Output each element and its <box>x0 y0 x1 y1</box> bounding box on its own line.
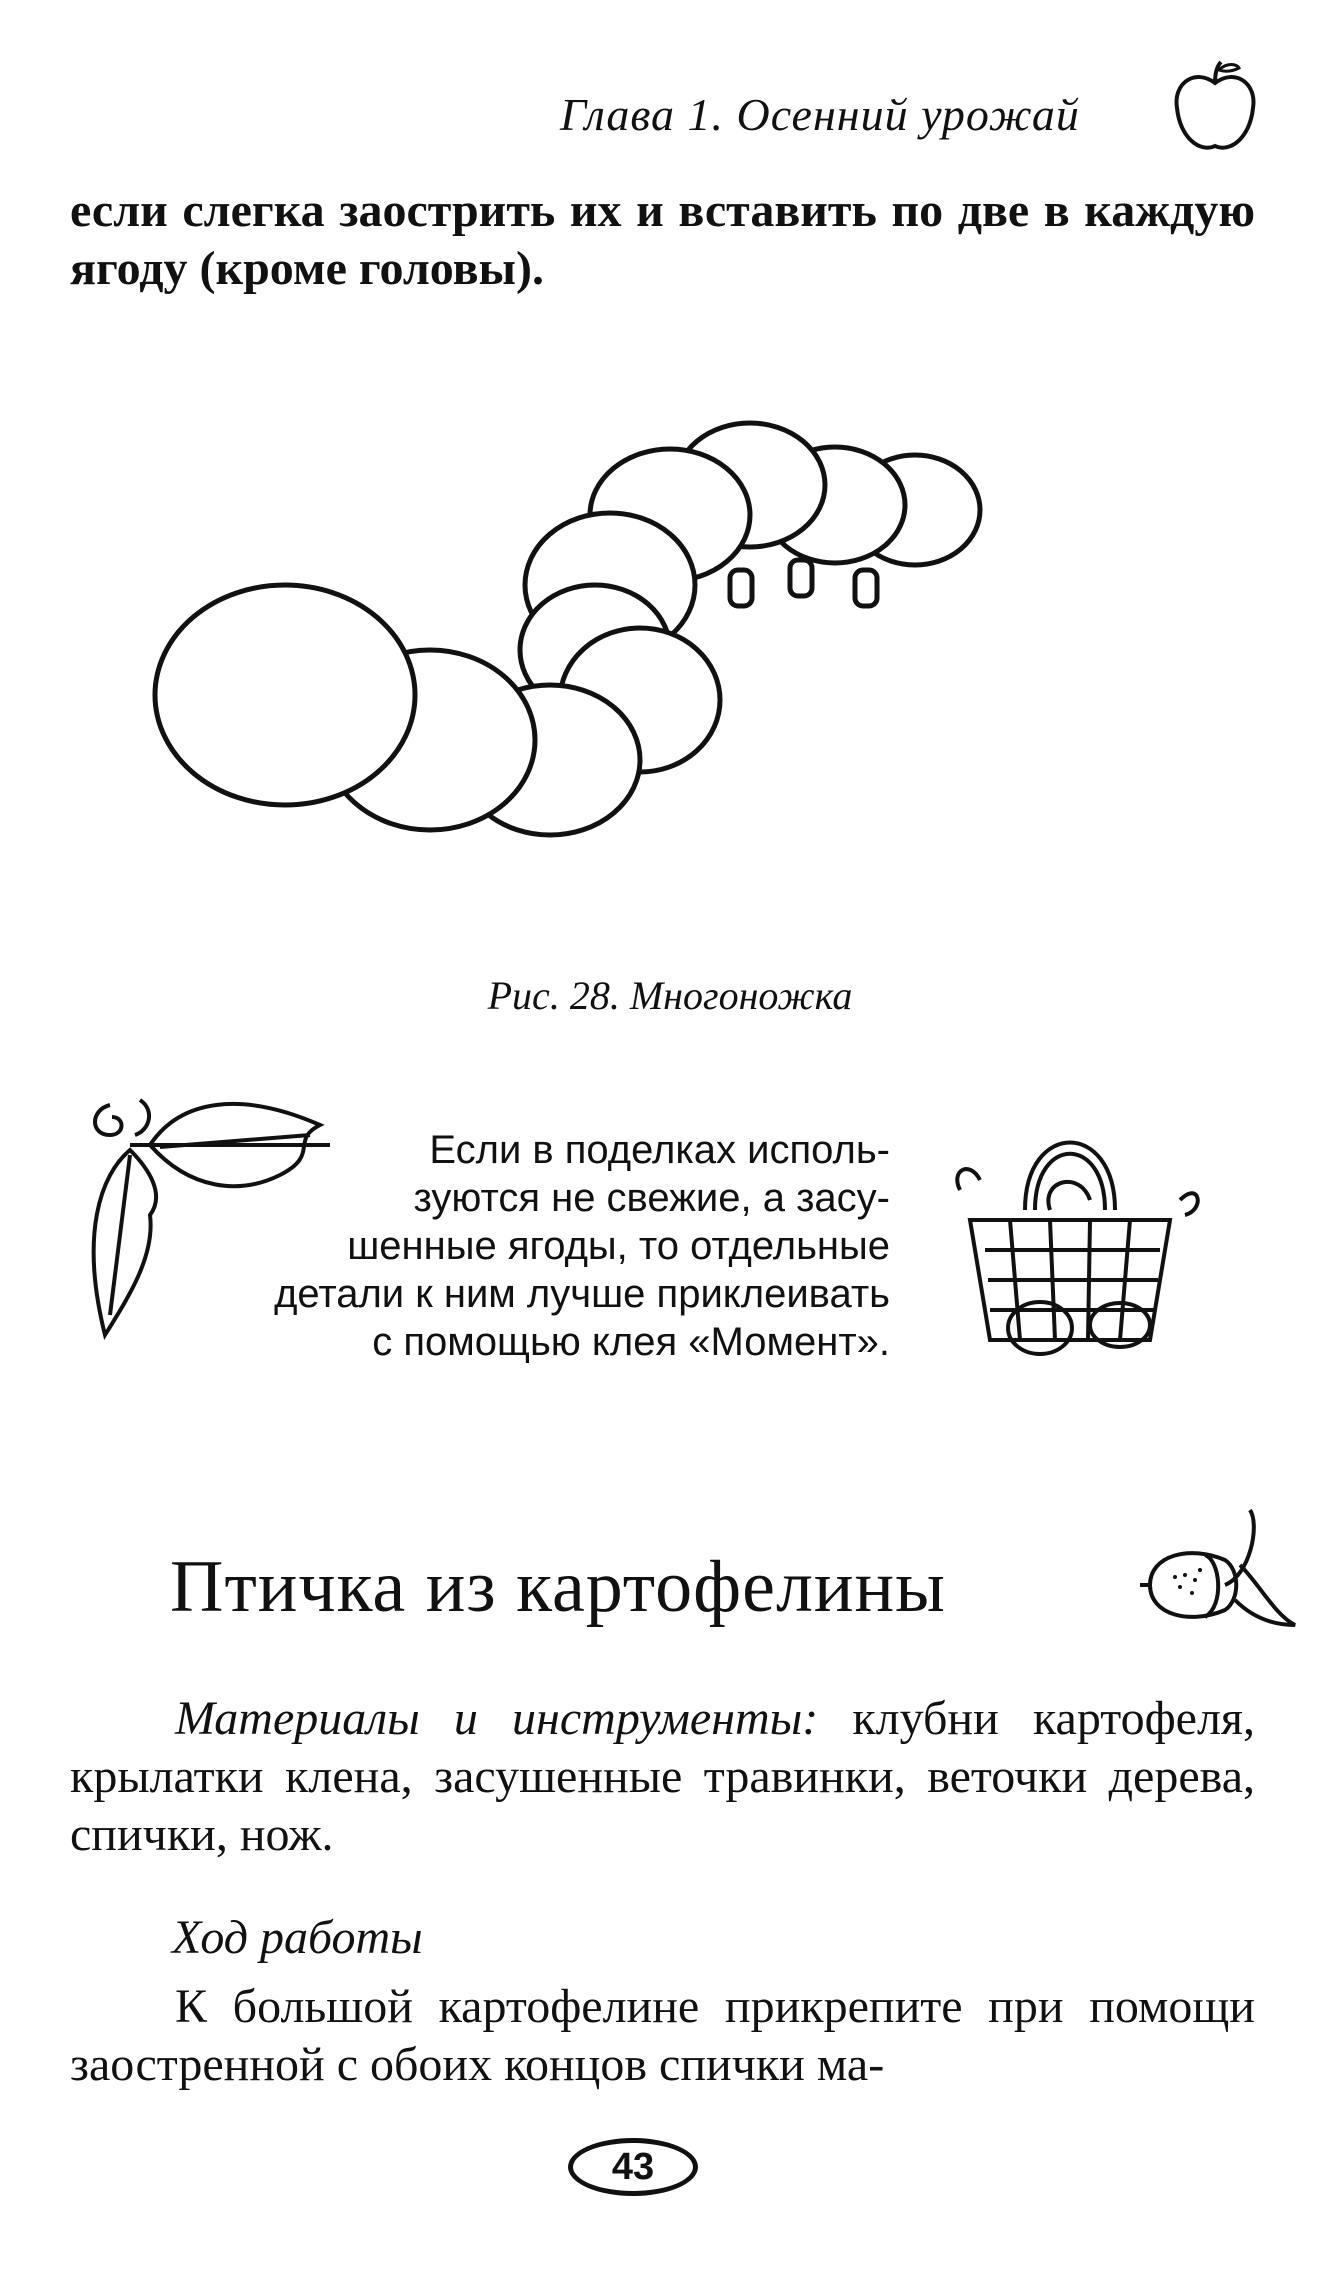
acorn-icon <box>1130 1505 1300 1655</box>
tip-line: Если в поделках исполь- <box>429 1128 890 1172</box>
figure-caption: Рис. 28. Многоножка <box>487 973 853 1018</box>
tip-line: шенные ягоды, то отдельные <box>347 1224 890 1268</box>
tip-line: с помощью клея «Момент». <box>372 1320 890 1364</box>
materials-paragraph <box>70 1690 1255 1864</box>
intro-paragraph: если слегка заострить их и вставить по две в каждую ягоду (кроме головы). <box>70 184 1255 295</box>
running-header: Глава 1. Осенний урожай <box>560 89 1080 140</box>
basket-decoration <box>930 1100 1210 1370</box>
apple-icon <box>1165 58 1265 158</box>
tip-line: детали к ним лучше приклеивать <box>274 1272 890 1316</box>
page-number: 43 <box>568 2138 698 2196</box>
materials-lead: Материалы и инструменты: <box>175 1692 819 1745</box>
tip-line: зуются не свежие, а засу- <box>413 1176 890 1220</box>
work-heading: Ход работы <box>172 1911 423 1964</box>
centipede-illustration <box>130 360 1090 880</box>
section-title: Птичка из картофелины <box>170 1546 946 1628</box>
work-paragraph: К большой картофелине прикрепите при помощи заостренной с обоих концов спички ма- <box>70 1980 1255 2091</box>
tip-box <box>270 1126 890 1366</box>
materials-text: клубни картофеля, крылатки клена, засушенные травинки, веточки дерева, спички, нож. <box>70 1692 1256 1861</box>
